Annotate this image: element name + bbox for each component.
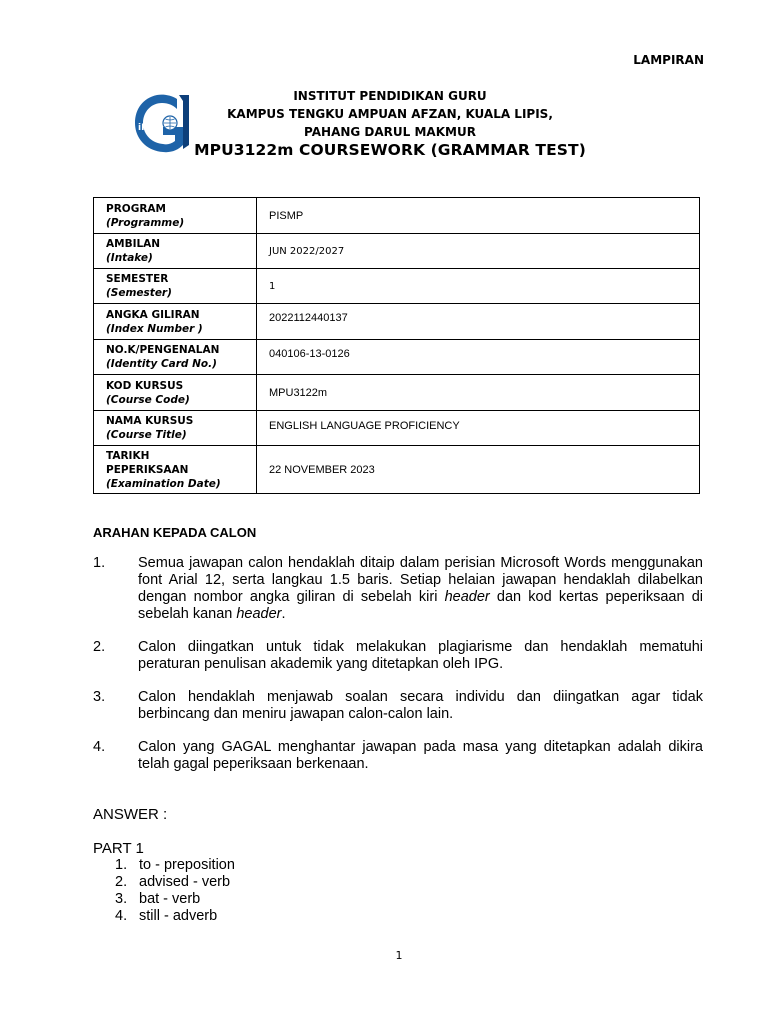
answer-heading: ANSWER : [93, 806, 168, 823]
label-en: (Semester) [106, 287, 172, 299]
logo-text: iPG [138, 123, 156, 133]
label-en: (Intake) [106, 252, 153, 264]
instruction-item [93, 555, 703, 623]
instruction-item [93, 639, 703, 673]
part-heading: PART 1 [93, 840, 144, 857]
instruction-number: 3. [93, 689, 106, 705]
table-row [94, 446, 700, 494]
table-row [94, 340, 700, 375]
annex-label: LAMPIRAN [633, 53, 704, 67]
label-en: (Programme) [106, 216, 185, 229]
label-ms: PROGRAM [106, 202, 166, 215]
field-value: JUN 2022/2027 [257, 234, 700, 269]
label-ms: ANGKA GILIRAN [106, 308, 200, 321]
campus-state: PAHANG DARUL MAKMUR [304, 125, 476, 139]
label-en: (Course Title) [106, 429, 187, 441]
instruction-text: Calon yang GAGAL menghantar jawapan pada masa yang ditetapkan adalah dikira telah gagal peperiksaan berkenaan. [138, 739, 703, 772]
field-label [94, 198, 257, 234]
answer-number: 3. [115, 891, 128, 907]
field-label [94, 411, 257, 446]
label-ms: NAMA KURSUS [106, 415, 194, 427]
field-label [94, 446, 257, 494]
instruction-item [93, 689, 703, 723]
table-row [94, 375, 700, 411]
instruction-text-part: Semua jawapan calon hendaklah ditaip dalam perisian Microsoft Words menggunakan font Arial 12, serta langkau 1.5 baris. Setiap helaian jawapan hendaklah dilabelkan dengan nombor angka giliran di sebelah kiri [138, 555, 703, 605]
answer-text: to - preposition [139, 857, 235, 873]
instruction-item [93, 739, 703, 773]
field-label [94, 269, 257, 304]
label-en: (Course Code) [106, 393, 190, 406]
instruction-emphasis: header [236, 606, 282, 622]
label-ms: AMBILAN [106, 238, 161, 250]
field-label [94, 340, 257, 375]
table-row [94, 269, 700, 304]
label-ms: SEMESTER [106, 273, 169, 285]
list-item [115, 891, 235, 908]
table-row [94, 234, 700, 269]
label-ms: NO.K/PENGENALAN [106, 344, 220, 356]
field-value: PISMP [257, 198, 700, 234]
document-title: MPU3122m COURSEWORK (GRAMMAR TEST) [194, 141, 586, 159]
field-value: 2022112440137 [257, 304, 700, 340]
answer-number: 1. [115, 857, 128, 873]
answer-number: 2. [115, 874, 128, 890]
list-item [115, 908, 235, 925]
candidate-info-table [93, 197, 700, 494]
list-item [115, 857, 235, 874]
table-row [94, 304, 700, 340]
field-label [94, 375, 257, 411]
label-ms: KOD KURSUS [106, 379, 184, 392]
campus-name: KAMPUS TENGKU AMPUAN AFZAN, KUALA LIPIS, [227, 107, 553, 121]
instruction-text-part: . [281, 606, 286, 622]
label-ms: TARIKH PEPERIKSAAN [106, 449, 189, 476]
ipg-logo-icon [133, 93, 190, 155]
instruction-number: 1. [93, 555, 106, 571]
list-item [115, 874, 235, 891]
instruction-number: 2. [93, 639, 106, 655]
field-label [94, 234, 257, 269]
instruction-text-part: dan kod kertas peperiksaan di sebelah kanan [138, 589, 703, 622]
instruction-emphasis: header [444, 589, 490, 605]
instruction-number: 4. [93, 739, 106, 755]
table-row [94, 198, 700, 234]
answer-text: advised - verb [139, 874, 231, 890]
instructions-heading: ARAHAN KEPADA CALON [93, 525, 257, 540]
instruction-text [138, 555, 703, 623]
field-value: 1 [257, 269, 700, 304]
field-value: MPU3122m [257, 375, 700, 411]
answer-text: bat - verb [139, 891, 201, 907]
label-en: (Index Number ) [106, 322, 203, 335]
answer-text: still - adverb [139, 908, 218, 924]
table-row [94, 411, 700, 446]
institute-name: INSTITUT PENDIDIKAN GURU [293, 89, 487, 103]
field-value: 22 NOVEMBER 2023 [257, 446, 700, 494]
label-en: (Examination Date) [106, 477, 221, 490]
field-value: ENGLISH LANGUAGE PROFICIENCY [257, 411, 700, 446]
instruction-text: Calon diingatkan untuk tidak melakukan plagiarisme dan hendaklah mematuhi peraturan penulisan akademik yang ditetapkan oleh IPG. [138, 639, 703, 672]
instruction-text: Calon hendaklah menjawab soalan secara individu dan diingatkan agar tidak berbincang dan meniru jawapan calon-calon lain. [138, 689, 703, 722]
field-label [94, 304, 257, 340]
answer-list [115, 857, 235, 925]
answer-number: 4. [115, 908, 128, 924]
page-number: 1 [395, 949, 403, 962]
label-en: (Identity Card No.) [106, 358, 217, 370]
field-value: 040106-13-0126 [257, 340, 700, 375]
